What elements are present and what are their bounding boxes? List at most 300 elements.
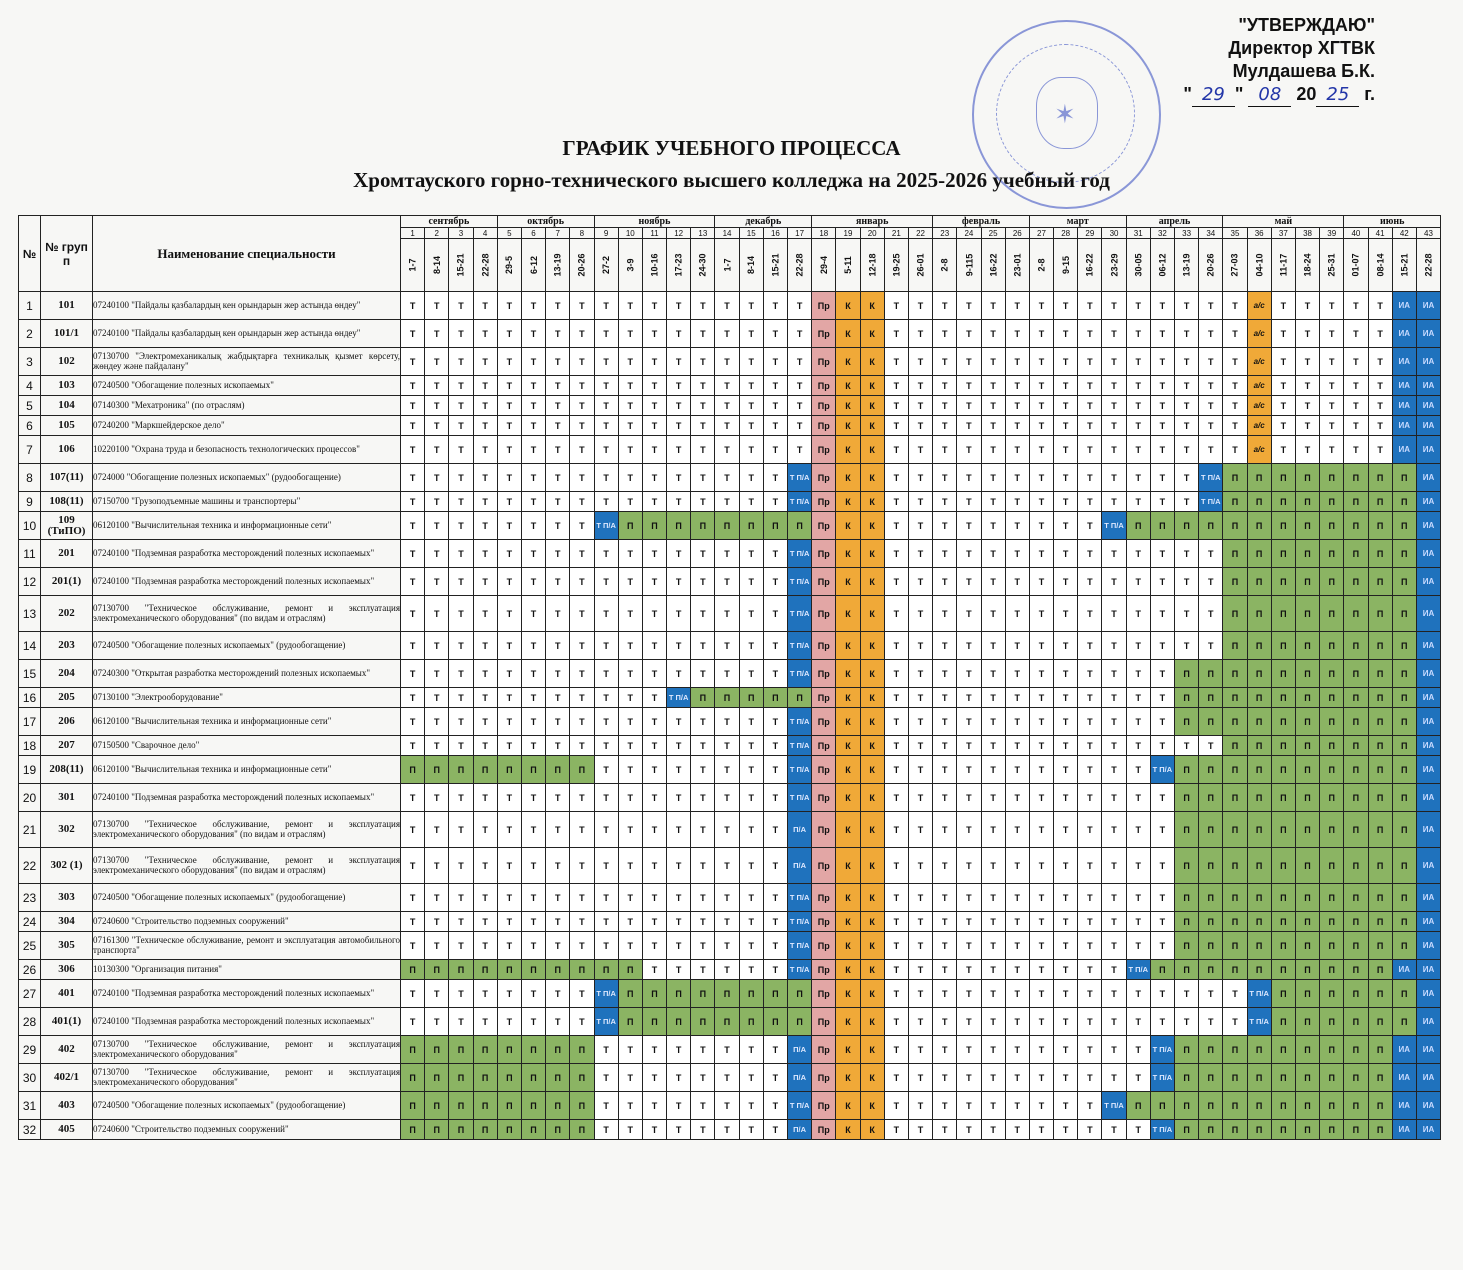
schedule-cell: Т <box>521 348 545 376</box>
schedule-cell: Т <box>981 1120 1005 1140</box>
date-header <box>715 239 739 292</box>
schedule-cell: Т <box>449 632 473 660</box>
schedule-cell: П <box>497 1092 521 1120</box>
schedule-cell: Т <box>1102 348 1126 376</box>
schedule-cell: П <box>1271 1008 1295 1036</box>
schedule-cell: К <box>860 688 884 708</box>
schedule-cell: Т <box>570 932 594 960</box>
schedule-cell: Т <box>570 292 594 320</box>
schedule-cell: ИА <box>1416 540 1440 568</box>
schedule-cell: П <box>546 1120 570 1140</box>
schedule-cell: Т <box>497 512 521 540</box>
schedule-cell: П <box>1247 1092 1271 1120</box>
schedule-cell: Т <box>1150 660 1174 688</box>
schedule-cell: Т <box>594 708 618 736</box>
schedule-cell: а/с <box>1247 396 1271 416</box>
table-row <box>19 784 1441 812</box>
schedule-cell: П <box>618 980 642 1008</box>
schedule-cell: Т <box>1102 436 1126 464</box>
schedule-cell: П <box>546 1064 570 1092</box>
schedule-cell: П <box>667 512 691 540</box>
schedule-cell: Т <box>1150 492 1174 512</box>
schedule-cell: Т <box>473 848 497 884</box>
schedule-cell: Т <box>1102 960 1126 980</box>
schedule-cell: Т <box>763 708 787 736</box>
schedule-cell: П <box>1175 912 1199 932</box>
schedule-cell: Т <box>933 756 957 784</box>
schedule-cell: Т <box>1126 912 1150 932</box>
schedule-cell: П <box>1392 756 1416 784</box>
schedule-cell: П <box>1344 1008 1368 1036</box>
schedule-cell: П <box>1199 848 1223 884</box>
specialty-name: 07240500 "Обогащение полезных ископаемых" (рудообогащение) <box>93 884 401 912</box>
schedule-cell: Т <box>691 632 715 660</box>
group-code: 306 <box>41 960 93 980</box>
schedule-cell: Т <box>933 1064 957 1092</box>
schedule-cell: П <box>1223 848 1247 884</box>
schedule-cell: Т <box>763 292 787 320</box>
schedule-cell: П <box>1368 596 1392 632</box>
schedule-cell: К <box>860 884 884 912</box>
schedule-cell: Т <box>618 320 642 348</box>
schedule-cell: Т <box>957 512 981 540</box>
schedule-cell: Т <box>884 812 908 848</box>
schedule-cell: П <box>425 1064 449 1092</box>
schedule-cell: Т <box>667 320 691 348</box>
schedule-cell: Т <box>521 540 545 568</box>
week-number: 34 <box>1199 228 1223 239</box>
schedule-cell: К <box>836 688 860 708</box>
schedule-cell: Т <box>1344 292 1368 320</box>
schedule-cell: Т <box>570 568 594 596</box>
schedule-cell: Т <box>546 660 570 688</box>
row-number: 6 <box>19 416 41 436</box>
schedule-cell: П <box>1175 812 1199 848</box>
schedule-cell: Т <box>473 512 497 540</box>
schedule-cell: П <box>715 512 739 540</box>
schedule-cell: Т <box>1078 848 1102 884</box>
schedule-cell: Т <box>570 1008 594 1036</box>
schedule-cell: П <box>1392 632 1416 660</box>
schedule-cell: П/А <box>788 1064 812 1092</box>
schedule-cell: П <box>1368 660 1392 688</box>
schedule-cell: Т <box>1005 512 1029 540</box>
schedule-cell: К <box>836 756 860 784</box>
schedule-cell: Т <box>546 320 570 348</box>
schedule-cell: Т <box>546 736 570 756</box>
schedule-cell: Т <box>667 436 691 464</box>
schedule-cell: ИА <box>1416 688 1440 708</box>
schedule-cell: Т <box>1005 1064 1029 1092</box>
schedule-cell: Т <box>957 348 981 376</box>
schedule-cell: Т <box>933 320 957 348</box>
schedule-cell: П <box>1344 848 1368 884</box>
schedule-cell: П <box>1344 932 1368 960</box>
schedule-cell: П <box>1223 464 1247 492</box>
schedule-cell: Т <box>1150 540 1174 568</box>
schedule-cell: П <box>1247 848 1271 884</box>
schedule-cell: Т <box>1102 912 1126 932</box>
schedule-cell: Т <box>908 292 932 320</box>
schedule-cell: Т <box>473 932 497 960</box>
schedule-cell: Т <box>1054 1036 1078 1064</box>
schedule-cell: Т <box>691 756 715 784</box>
schedule-cell: Т <box>715 596 739 632</box>
schedule-cell: К <box>836 320 860 348</box>
schedule-cell: Т <box>1126 756 1150 784</box>
schedule-cell: Т <box>618 376 642 396</box>
schedule-cell: П <box>1175 1064 1199 1092</box>
schedule-cell: Т <box>425 464 449 492</box>
row-number: 21 <box>19 812 41 848</box>
schedule-cell: ИА <box>1416 436 1440 464</box>
schedule-cell: Т П/А <box>1102 512 1126 540</box>
schedule-cell: Т <box>1271 320 1295 348</box>
schedule-cell: Т <box>497 632 521 660</box>
schedule-cell: П <box>1247 708 1271 736</box>
schedule-cell: Т <box>1199 292 1223 320</box>
schedule-cell: П <box>1150 960 1174 980</box>
schedule-cell: Т <box>1126 568 1150 596</box>
schedule-cell: Т <box>1005 492 1029 512</box>
schedule-cell: Т <box>1199 596 1223 632</box>
schedule-cell: Т <box>933 736 957 756</box>
schedule-cell: П <box>1295 540 1319 568</box>
week-dates: 16-22 <box>988 253 999 277</box>
schedule-cell: Т <box>497 736 521 756</box>
schedule-cell: Т <box>933 708 957 736</box>
schedule-cell: Т <box>1150 568 1174 596</box>
schedule-cell: Т <box>425 416 449 436</box>
schedule-cell: Т <box>715 568 739 596</box>
schedule-cell: Т <box>908 348 932 376</box>
row-number: 23 <box>19 884 41 912</box>
schedule-cell: ИА <box>1416 1008 1440 1036</box>
schedule-cell: Т <box>1029 512 1053 540</box>
schedule-cell: Т <box>739 708 763 736</box>
schedule-cell: Т <box>1150 416 1174 436</box>
schedule-cell: Т <box>957 1008 981 1036</box>
week-dates: 26-01 <box>915 253 926 277</box>
schedule-cell: Т <box>763 1064 787 1092</box>
schedule-cell: П <box>763 1008 787 1036</box>
schedule-cell: Т <box>884 660 908 688</box>
schedule-cell: Пр <box>812 812 836 848</box>
schedule-cell: Т <box>1295 416 1319 436</box>
schedule-cell: Т <box>691 492 715 512</box>
week-dates: 27-03 <box>1229 253 1240 277</box>
schedule-cell: Т <box>1005 568 1029 596</box>
schedule-cell: Т <box>788 396 812 416</box>
group-code: 103 <box>41 376 93 396</box>
schedule-cell: П <box>1126 1092 1150 1120</box>
schedule-cell: П <box>1271 960 1295 980</box>
schedule-cell: Т <box>570 812 594 848</box>
schedule-cell: К <box>836 376 860 396</box>
schedule-cell: Т <box>425 436 449 464</box>
week-number: 22 <box>908 228 932 239</box>
schedule-cell: П <box>1175 1120 1199 1140</box>
week-number: 19 <box>836 228 860 239</box>
schedule-cell: П <box>1175 512 1199 540</box>
schedule-cell: Т <box>715 416 739 436</box>
schedule-cell: Т <box>618 540 642 568</box>
schedule-cell: Т <box>642 812 666 848</box>
week-number: 41 <box>1368 228 1392 239</box>
schedule-cell: Т <box>763 416 787 436</box>
schedule-cell: Т <box>884 416 908 436</box>
schedule-cell: Т <box>981 320 1005 348</box>
table-row <box>19 376 1441 396</box>
schedule-cell: Т <box>1150 736 1174 756</box>
schedule-cell: Т <box>908 980 932 1008</box>
schedule-cell: Т <box>570 348 594 376</box>
schedule-cell: П <box>1247 660 1271 688</box>
approval-date-suffix: г. <box>1364 84 1375 104</box>
schedule-cell: Т <box>1078 348 1102 376</box>
schedule-cell: ИА <box>1416 348 1440 376</box>
specialty-name: 0724000 "Обогащение полезных ископаемых" (рудообогащение) <box>93 464 401 492</box>
schedule-cell: Т <box>570 396 594 416</box>
schedule-cell: Т <box>521 784 545 812</box>
schedule-cell: Т <box>642 784 666 812</box>
date-header <box>594 239 618 292</box>
schedule-cell: П <box>497 960 521 980</box>
schedule-cell: Т <box>763 884 787 912</box>
schedule-cell: Т <box>546 1008 570 1036</box>
schedule-cell: П <box>1126 512 1150 540</box>
schedule-cell: П <box>1247 596 1271 632</box>
schedule-cell: Т <box>1078 396 1102 416</box>
schedule-cell: Т П/А <box>788 568 812 596</box>
schedule-cell: Т <box>763 932 787 960</box>
schedule-cell: Т <box>739 848 763 884</box>
schedule-cell: П <box>1199 512 1223 540</box>
schedule-cell: Т <box>981 932 1005 960</box>
schedule-cell: Т <box>715 1120 739 1140</box>
schedule-cell: Т <box>763 756 787 784</box>
schedule-cell: Т <box>1102 660 1126 688</box>
schedule-cell: Т <box>667 492 691 512</box>
schedule-cell: К <box>836 884 860 912</box>
schedule-cell: ИА <box>1416 708 1440 736</box>
schedule-cell: К <box>836 1092 860 1120</box>
schedule-cell: Т <box>1102 848 1126 884</box>
header-num: № <box>19 216 41 292</box>
schedule-cell: Т <box>1126 292 1150 320</box>
schedule-cell: Т <box>497 492 521 512</box>
week-dates: 25-31 <box>1326 253 1337 277</box>
schedule-cell: К <box>860 416 884 436</box>
schedule-cell: Т <box>1126 376 1150 396</box>
schedule-cell: Т <box>1078 812 1102 848</box>
schedule-cell: Т <box>1126 736 1150 756</box>
schedule-cell: Т <box>715 884 739 912</box>
schedule-cell: Пр <box>812 736 836 756</box>
schedule-cell: Т <box>884 540 908 568</box>
table-row <box>19 540 1441 568</box>
schedule-cell: Т <box>691 436 715 464</box>
schedule-cell: Пр <box>812 512 836 540</box>
group-code: 401(1) <box>41 1008 93 1036</box>
schedule-cell: Т <box>401 568 425 596</box>
schedule-cell: Т <box>1078 1036 1102 1064</box>
schedule-cell: Т <box>642 320 666 348</box>
schedule-cell: Т <box>1150 436 1174 464</box>
schedule-cell: Т <box>449 980 473 1008</box>
specialty-name: 07240600 "Строительство подземных сооружений" <box>93 912 401 932</box>
schedule-cell: П <box>642 512 666 540</box>
week-number: 43 <box>1416 228 1440 239</box>
schedule-cell: Т <box>981 464 1005 492</box>
month-header: октябрь <box>497 216 594 228</box>
schedule-cell: Т <box>957 1092 981 1120</box>
schedule-cell: Т <box>1150 980 1174 1008</box>
schedule-cell: Т <box>1368 416 1392 436</box>
date-header <box>763 239 787 292</box>
schedule-cell: К <box>836 708 860 736</box>
schedule-cell: Т <box>884 376 908 396</box>
schedule-cell: Т <box>1054 1092 1078 1120</box>
schedule-cell: П <box>1368 1036 1392 1064</box>
row-number: 5 <box>19 396 41 416</box>
schedule-cell: П <box>1295 1036 1319 1064</box>
schedule-cell: П <box>1295 1064 1319 1092</box>
schedule-cell: П <box>1295 980 1319 1008</box>
schedule-cell: Т <box>691 320 715 348</box>
schedule-cell: Т <box>1078 932 1102 960</box>
schedule-cell: Т <box>884 912 908 932</box>
row-number: 20 <box>19 784 41 812</box>
schedule-cell: Т <box>1126 784 1150 812</box>
date-header <box>521 239 545 292</box>
date-header <box>1126 239 1150 292</box>
schedule-cell: П <box>1295 884 1319 912</box>
table-row <box>19 464 1441 492</box>
schedule-cell: П <box>1392 688 1416 708</box>
schedule-cell: К <box>860 632 884 660</box>
schedule-cell: Т <box>1078 320 1102 348</box>
specialty-name: 07150700 "Грузоподъемные машины и транспортеры" <box>93 492 401 512</box>
schedule-cell: Т <box>449 292 473 320</box>
schedule-cell: Т <box>1126 1064 1150 1092</box>
schedule-cell: П <box>1320 512 1344 540</box>
date-header <box>739 239 763 292</box>
schedule-cell: Т <box>981 784 1005 812</box>
schedule-cell: П <box>1199 960 1223 980</box>
schedule-cell: Т <box>933 436 957 464</box>
schedule-cell: Т <box>739 632 763 660</box>
schedule-cell: Т <box>618 784 642 812</box>
schedule-cell: Т <box>763 1120 787 1140</box>
schedule-cell: П <box>449 1064 473 1092</box>
schedule-cell: П <box>1271 784 1295 812</box>
schedule-cell: Т <box>884 396 908 416</box>
schedule-cell: Т <box>570 492 594 512</box>
schedule-cell: Т <box>957 736 981 756</box>
schedule-cell: Т <box>594 1092 618 1120</box>
schedule-cell: Т <box>401 980 425 1008</box>
schedule-cell: П <box>1223 912 1247 932</box>
schedule-cell: Т <box>1102 1064 1126 1092</box>
schedule-cell: Т <box>594 376 618 396</box>
date-header <box>1368 239 1392 292</box>
schedule-cell: Т <box>1054 660 1078 688</box>
schedule-cell: Т <box>473 660 497 688</box>
schedule-cell: Т <box>594 348 618 376</box>
week-number: 10 <box>618 228 642 239</box>
week-dates: 27-2 <box>601 255 612 275</box>
schedule-cell: Т <box>1295 376 1319 396</box>
schedule-cell: Т <box>473 320 497 348</box>
schedule-cell: Т <box>1368 292 1392 320</box>
week-dates: 11-17 <box>1278 253 1289 277</box>
schedule-cell: П <box>1368 1064 1392 1092</box>
specialty-name: 07130700 "Техническое обслуживание, ремонт и эксплуатация электромеханического оборудования" (по видам и отраслям) <box>93 812 401 848</box>
schedule-cell: П <box>1271 688 1295 708</box>
schedule-cell: Т <box>715 396 739 416</box>
schedule-cell: Т <box>546 376 570 396</box>
schedule-cell: П <box>1175 1092 1199 1120</box>
schedule-cell: Т <box>570 596 594 632</box>
schedule-cell: Т <box>981 396 1005 416</box>
schedule-cell: П <box>1368 960 1392 980</box>
schedule-cell: Т <box>1223 1008 1247 1036</box>
schedule-cell: Т <box>1005 688 1029 708</box>
schedule-cell: П <box>1271 492 1295 512</box>
schedule-cell: Т <box>642 912 666 932</box>
schedule-cell: Т <box>1344 376 1368 396</box>
schedule-cell: Т <box>1150 1008 1174 1036</box>
schedule-cell: Т <box>1029 632 1053 660</box>
schedule-cell: К <box>860 320 884 348</box>
schedule-cell: П <box>715 980 739 1008</box>
schedule-cell: Т <box>1029 320 1053 348</box>
schedule-cell: Т <box>763 1092 787 1120</box>
schedule-cell: Т <box>521 688 545 708</box>
table-row <box>19 596 1441 632</box>
schedule-cell: П <box>449 1036 473 1064</box>
week-number: 5 <box>497 228 521 239</box>
schedule-cell: П <box>1223 708 1247 736</box>
week-number: 21 <box>884 228 908 239</box>
schedule-cell: Т <box>1199 632 1223 660</box>
schedule-cell: П <box>763 980 787 1008</box>
schedule-cell: П <box>570 1120 594 1140</box>
table-row <box>19 1036 1441 1064</box>
schedule-cell: Т <box>981 736 1005 756</box>
schedule-cell: Т <box>1150 464 1174 492</box>
schedule-cell: Т <box>1150 848 1174 884</box>
schedule-cell: Т <box>1102 376 1126 396</box>
schedule-cell: Т <box>642 436 666 464</box>
schedule-cell: П <box>1175 932 1199 960</box>
schedule-cell: К <box>860 464 884 492</box>
schedule-cell: Т <box>1199 1008 1223 1036</box>
schedule-cell: Т <box>1029 688 1053 708</box>
schedule-cell: Т <box>1054 632 1078 660</box>
schedule-cell: П <box>1271 932 1295 960</box>
schedule-cell: Т <box>546 884 570 912</box>
schedule-cell: Т <box>667 348 691 376</box>
schedule-cell: П <box>1175 960 1199 980</box>
schedule-cell: Т <box>1029 980 1053 1008</box>
schedule-cell: Т <box>1005 708 1029 736</box>
schedule-cell: Т <box>425 632 449 660</box>
schedule-cell: Т <box>981 660 1005 688</box>
schedule-cell: Т <box>570 848 594 884</box>
specialty-name: 07130700 "Техническое обслуживание, ремонт и эксплуатация электромеханического оборудования" (по видам и отраслям) <box>93 848 401 884</box>
